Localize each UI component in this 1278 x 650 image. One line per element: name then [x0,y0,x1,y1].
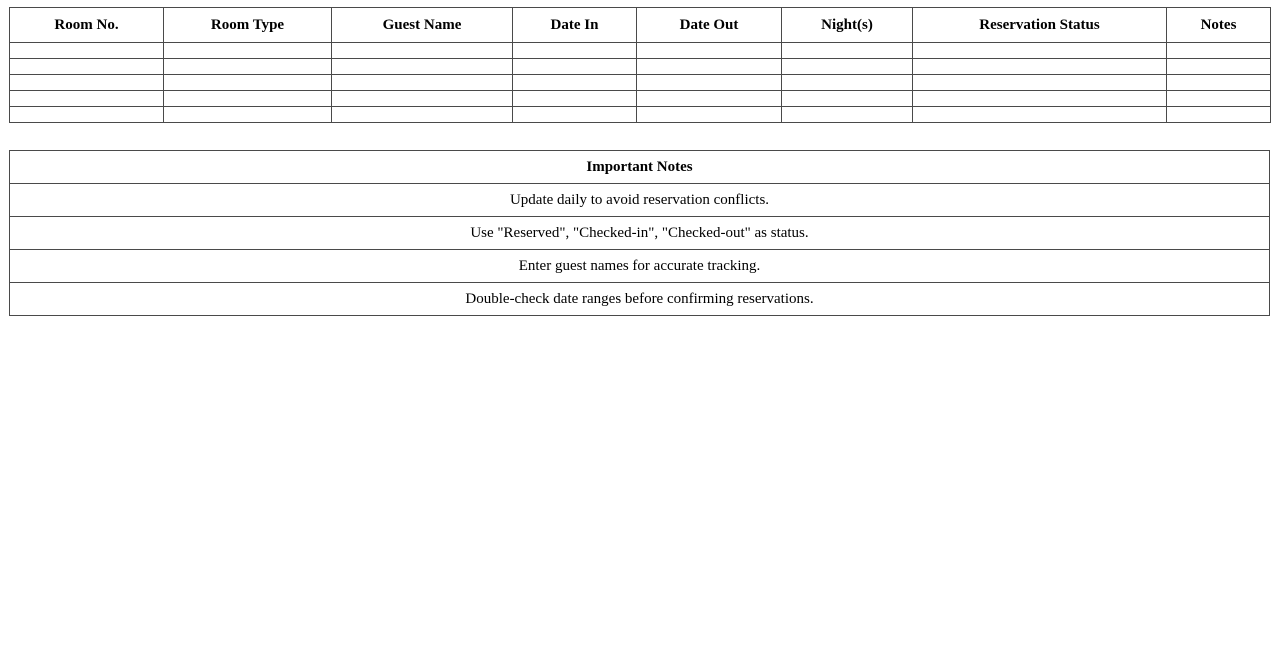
note-item-1: Update daily to avoid reservation conflicts. [10,184,1270,217]
cell-date-out[interactable] [637,107,782,123]
table-row[interactable] [10,43,1271,59]
notes-row [10,250,1270,283]
reservation-table-container [9,7,1270,123]
cell-date-out[interactable] [637,75,782,91]
cell-reservation-status[interactable] [913,91,1167,107]
column-header-date-in: Date In [513,8,637,43]
cell-notes[interactable] [1167,59,1271,75]
column-header-guest-name: Guest Name [332,8,513,43]
cell-reservation-status[interactable] [913,75,1167,91]
note-item-2: Use "Reserved", "Checked-in", "Checked-out" as status. [10,217,1270,250]
cell-room-no[interactable] [10,59,164,75]
column-header-room-type: Room Type [164,8,332,43]
note-item-4: Double-check date ranges before confirming reservations. [10,283,1270,316]
cell-date-in[interactable] [513,107,637,123]
reservation-table-body [10,43,1271,123]
important-notes-body [10,184,1270,316]
cell-nights[interactable] [782,43,913,59]
table-header-row [10,8,1271,43]
cell-guest-name[interactable] [332,91,513,107]
table-row[interactable] [10,107,1271,123]
cell-date-out[interactable] [637,91,782,107]
cell-guest-name[interactable] [332,43,513,59]
cell-notes[interactable] [1167,107,1271,123]
important-notes-table [9,150,1270,316]
table-row[interactable] [10,59,1271,75]
cell-nights[interactable] [782,59,913,75]
notes-row [10,217,1270,250]
table-row[interactable] [10,91,1271,107]
cell-date-in[interactable] [513,43,637,59]
cell-notes[interactable] [1167,43,1271,59]
cell-date-in[interactable] [513,75,637,91]
cell-room-no[interactable] [10,107,164,123]
column-header-notes: Notes [1167,8,1271,43]
cell-room-no[interactable] [10,91,164,107]
cell-room-type[interactable] [164,75,332,91]
cell-room-type[interactable] [164,91,332,107]
cell-nights[interactable] [782,107,913,123]
cell-notes[interactable] [1167,91,1271,107]
cell-reservation-status[interactable] [913,107,1167,123]
reservation-table-head [10,8,1271,43]
cell-room-no[interactable] [10,75,164,91]
cell-reservation-status[interactable] [913,43,1167,59]
cell-nights[interactable] [782,75,913,91]
notes-header-row [10,151,1270,184]
note-item-3: Enter guest names for accurate tracking. [10,250,1270,283]
cell-notes[interactable] [1167,75,1271,91]
cell-room-type[interactable] [164,59,332,75]
column-header-date-out: Date Out [637,8,782,43]
important-notes-title: Important Notes [10,151,1270,184]
column-header-room-no: Room No. [10,8,164,43]
cell-room-type[interactable] [164,43,332,59]
cell-date-in[interactable] [513,59,637,75]
column-header-nights: Night(s) [782,8,913,43]
table-row[interactable] [10,75,1271,91]
cell-date-out[interactable] [637,59,782,75]
cell-date-in[interactable] [513,91,637,107]
notes-row [10,283,1270,316]
cell-guest-name[interactable] [332,75,513,91]
cell-reservation-status[interactable] [913,59,1167,75]
notes-row [10,184,1270,217]
cell-guest-name[interactable] [332,107,513,123]
cell-nights[interactable] [782,91,913,107]
cell-guest-name[interactable] [332,59,513,75]
reservation-table [9,7,1271,123]
important-notes-container [9,150,1270,316]
cell-room-no[interactable] [10,43,164,59]
cell-date-out[interactable] [637,43,782,59]
important-notes-head [10,151,1270,184]
cell-room-type[interactable] [164,107,332,123]
column-header-reservation-status: Reservation Status [913,8,1167,43]
